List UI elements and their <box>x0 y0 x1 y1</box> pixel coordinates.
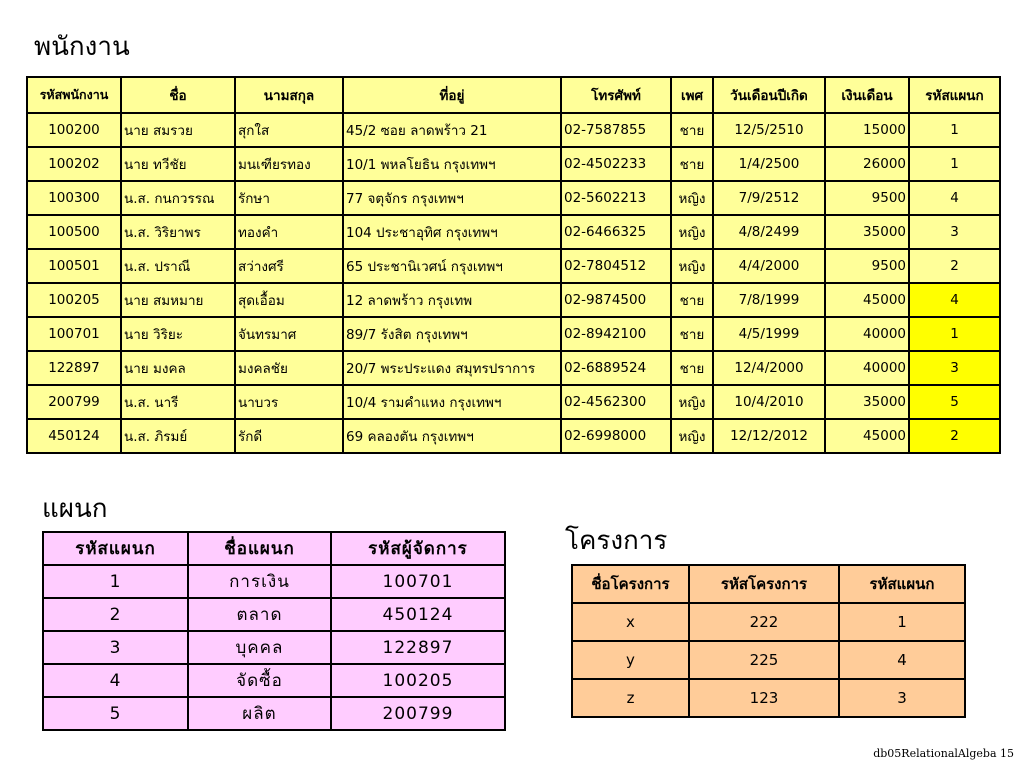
cell-first-name: นาย วิริยะ <box>121 317 235 351</box>
cell-birthdate: 12/12/2012 <box>713 419 825 453</box>
departments-header-row <box>43 532 505 565</box>
cell-birthdate: 7/8/1999 <box>713 283 825 317</box>
cell-dept-id: 3 <box>909 351 1000 385</box>
cell-project-name: x <box>572 603 689 641</box>
projects-title: โครงการ <box>565 526 668 556</box>
cell-first-name: นาย สมรวย <box>121 113 235 147</box>
cell-first-name: นาย มงคล <box>121 351 235 385</box>
cell-manager-id: 100205 <box>331 664 505 697</box>
cell-salary: 9500 <box>825 249 909 283</box>
header-dept-id: รหัสแผนก <box>909 77 1000 113</box>
cell-birthdate: 10/4/2010 <box>713 385 825 419</box>
table-row <box>27 113 1000 147</box>
cell-gender: หญิง <box>671 249 713 283</box>
header-phone: โทรศัพท์ <box>561 77 671 113</box>
departments-title: แผนก <box>42 494 108 524</box>
cell-project-name: y <box>572 641 689 679</box>
table-row <box>43 697 505 730</box>
cell-first-name: น.ส. กนกวรรณ <box>121 181 235 215</box>
header-dept-id: รหัสแผนก <box>839 565 965 603</box>
cell-dept-id: 4 <box>839 641 965 679</box>
projects-header-row <box>572 565 965 603</box>
cell-dept-id: 3 <box>43 631 188 664</box>
table-row <box>572 679 965 717</box>
departments-table <box>42 531 506 731</box>
table-row <box>43 565 505 598</box>
cell-address: 45/2 ซอย ลาดพร้าว 21 <box>343 113 561 147</box>
cell-birthdate: 1/4/2500 <box>713 147 825 181</box>
cell-gender: ชาย <box>671 113 713 147</box>
cell-dept-id: 1 <box>909 147 1000 181</box>
cell-phone: 02-4502233 <box>561 147 671 181</box>
cell-first-name: น.ส. นารี <box>121 385 235 419</box>
cell-dept-id: 4 <box>43 664 188 697</box>
cell-gender: ชาย <box>671 351 713 385</box>
cell-project-id: 225 <box>689 641 839 679</box>
cell-phone: 02-6466325 <box>561 215 671 249</box>
cell-emp-id: 100202 <box>27 147 121 181</box>
cell-last-name: สุกใส <box>235 113 343 147</box>
cell-salary: 35000 <box>825 385 909 419</box>
cell-salary: 45000 <box>825 283 909 317</box>
cell-gender: ชาย <box>671 147 713 181</box>
header-gender: เพศ <box>671 77 713 113</box>
cell-address: 89/7 รังสิต กรุงเทพฯ <box>343 317 561 351</box>
cell-salary: 15000 <box>825 113 909 147</box>
cell-dept-id: 2 <box>43 598 188 631</box>
cell-address: 12 ลาดพร้าว กรุงเทพ <box>343 283 561 317</box>
table-row <box>27 317 1000 351</box>
header-last-name: นามสกุล <box>235 77 343 113</box>
cell-gender: ชาย <box>671 283 713 317</box>
header-dept-id: รหัสแผนก <box>43 532 188 565</box>
cell-address: 69 คลองตัน กรุงเทพฯ <box>343 419 561 453</box>
cell-first-name: น.ส. วิริยาพร <box>121 215 235 249</box>
cell-emp-id: 100500 <box>27 215 121 249</box>
cell-phone: 02-6998000 <box>561 419 671 453</box>
cell-last-name: ทองคำ <box>235 215 343 249</box>
cell-dept-id: 5 <box>43 697 188 730</box>
cell-gender: ชาย <box>671 317 713 351</box>
cell-first-name: น.ส. ภิรมย์ <box>121 419 235 453</box>
table-row <box>572 641 965 679</box>
cell-project-id: 123 <box>689 679 839 717</box>
cell-salary: 40000 <box>825 351 909 385</box>
cell-dept-name: ผลิต <box>188 697 331 730</box>
cell-birthdate: 12/4/2000 <box>713 351 825 385</box>
table-row <box>43 598 505 631</box>
cell-last-name: นาบวร <box>235 385 343 419</box>
cell-dept-name: บุคคล <box>188 631 331 664</box>
cell-project-name: z <box>572 679 689 717</box>
cell-address: 65 ประชานิเวศน์ กรุงเทพฯ <box>343 249 561 283</box>
header-first-name: ชื่อ <box>121 77 235 113</box>
header-emp-id: รหัสพนักงาน <box>27 77 121 113</box>
cell-first-name: น.ส. ปราณี <box>121 249 235 283</box>
cell-phone: 02-8942100 <box>561 317 671 351</box>
cell-birthdate: 7/9/2512 <box>713 181 825 215</box>
table-row <box>27 147 1000 181</box>
cell-emp-id: 200799 <box>27 385 121 419</box>
table-row <box>27 419 1000 453</box>
header-project-name: ชื่อโครงการ <box>572 565 689 603</box>
cell-gender: หญิง <box>671 419 713 453</box>
cell-manager-id: 450124 <box>331 598 505 631</box>
table-row <box>27 351 1000 385</box>
cell-last-name: สุดเอื้อม <box>235 283 343 317</box>
cell-last-name: รักดี <box>235 419 343 453</box>
header-manager-id: รหัสผู้จัดการ <box>331 532 505 565</box>
table-row <box>27 249 1000 283</box>
cell-emp-id: 100501 <box>27 249 121 283</box>
cell-dept-id: 4 <box>909 181 1000 215</box>
cell-manager-id: 122897 <box>331 631 505 664</box>
cell-address: 77 จตุจักร กรุงเทพฯ <box>343 181 561 215</box>
cell-address: 10/1 พหลโยธิน กรุงเทพฯ <box>343 147 561 181</box>
cell-first-name: นาย ทวีชัย <box>121 147 235 181</box>
cell-phone: 02-7587855 <box>561 113 671 147</box>
cell-dept-id: 3 <box>909 215 1000 249</box>
cell-emp-id: 100701 <box>27 317 121 351</box>
table-row <box>27 181 1000 215</box>
table-row <box>43 631 505 664</box>
cell-dept-id: 3 <box>839 679 965 717</box>
header-project-id: รหัสโครงการ <box>689 565 839 603</box>
cell-emp-id: 100200 <box>27 113 121 147</box>
cell-dept-id: 5 <box>909 385 1000 419</box>
cell-dept-id: 1 <box>909 317 1000 351</box>
cell-last-name: รักษา <box>235 181 343 215</box>
cell-salary: 45000 <box>825 419 909 453</box>
cell-salary: 40000 <box>825 317 909 351</box>
table-row <box>43 664 505 697</box>
cell-last-name: มนเฑียรทอง <box>235 147 343 181</box>
cell-dept-name: การเงิน <box>188 565 331 598</box>
cell-emp-id: 450124 <box>27 419 121 453</box>
cell-dept-id: 2 <box>909 249 1000 283</box>
header-salary: เงินเดือน <box>825 77 909 113</box>
cell-dept-id: 2 <box>909 419 1000 453</box>
cell-first-name: นาย สมหมาย <box>121 283 235 317</box>
cell-dept-id: 1 <box>909 113 1000 147</box>
table-row <box>572 603 965 641</box>
slide-footer: db05RelationalAlgeba 15 <box>873 747 1014 760</box>
cell-gender: หญิง <box>671 215 713 249</box>
cell-phone: 02-7804512 <box>561 249 671 283</box>
cell-dept-id: 1 <box>839 603 965 641</box>
table-row <box>27 385 1000 419</box>
cell-birthdate: 12/5/2510 <box>713 113 825 147</box>
header-address: ที่อยู่ <box>343 77 561 113</box>
cell-last-name: มงคลชัย <box>235 351 343 385</box>
cell-project-id: 222 <box>689 603 839 641</box>
cell-phone: 02-6889524 <box>561 351 671 385</box>
cell-birthdate: 4/5/1999 <box>713 317 825 351</box>
cell-last-name: สว่างศรี <box>235 249 343 283</box>
cell-address: 104 ประชาอุทิศ กรุงเทพฯ <box>343 215 561 249</box>
cell-phone: 02-4562300 <box>561 385 671 419</box>
table-row <box>27 215 1000 249</box>
cell-dept-name: จัดซื้อ <box>188 664 331 697</box>
cell-address: 10/4 รามคำแหง กรุงเทพฯ <box>343 385 561 419</box>
cell-salary: 26000 <box>825 147 909 181</box>
header-birthdate: วันเดือนปีเกิด <box>713 77 825 113</box>
header-dept-name: ชื่อแผนก <box>188 532 331 565</box>
employees-header-row <box>27 77 1000 113</box>
employees-title: พนักงาน <box>34 32 130 62</box>
cell-salary: 9500 <box>825 181 909 215</box>
cell-phone: 02-9874500 <box>561 283 671 317</box>
projects-table <box>571 564 966 718</box>
cell-birthdate: 4/4/2000 <box>713 249 825 283</box>
cell-salary: 35000 <box>825 215 909 249</box>
cell-address: 20/7 พระประแดง สมุทรปราการ <box>343 351 561 385</box>
cell-emp-id: 100205 <box>27 283 121 317</box>
cell-dept-id: 4 <box>909 283 1000 317</box>
cell-birthdate: 4/8/2499 <box>713 215 825 249</box>
cell-emp-id: 122897 <box>27 351 121 385</box>
cell-last-name: จันทรมาศ <box>235 317 343 351</box>
cell-gender: หญิง <box>671 385 713 419</box>
cell-emp-id: 100300 <box>27 181 121 215</box>
employees-table <box>26 76 1001 454</box>
cell-manager-id: 200799 <box>331 697 505 730</box>
cell-manager-id: 100701 <box>331 565 505 598</box>
cell-dept-name: ตลาด <box>188 598 331 631</box>
table-row <box>27 283 1000 317</box>
cell-dept-id: 1 <box>43 565 188 598</box>
cell-phone: 02-5602213 <box>561 181 671 215</box>
cell-gender: หญิง <box>671 181 713 215</box>
